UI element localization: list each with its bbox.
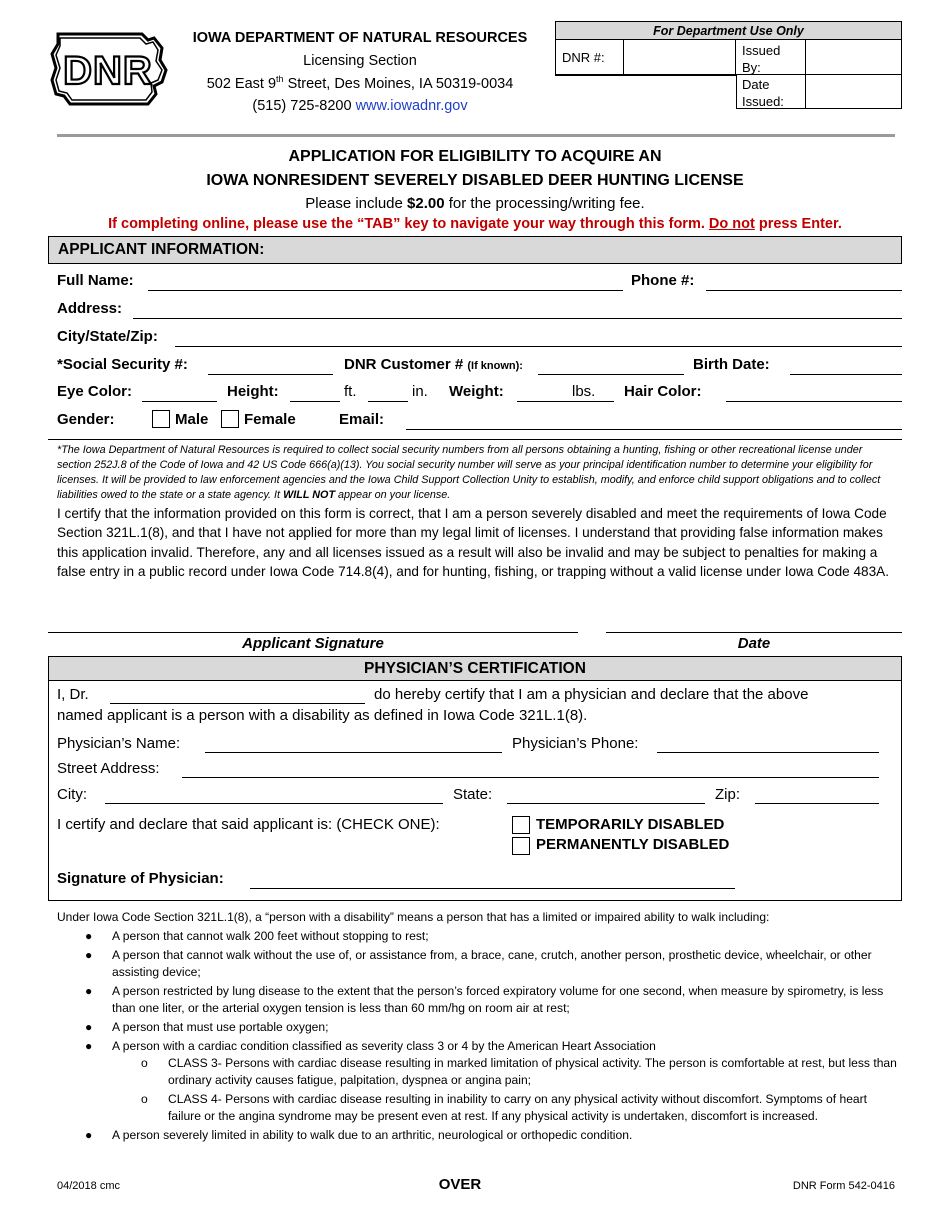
applicant-section-divider: [48, 439, 902, 440]
city-label: City:: [57, 786, 87, 803]
address-input[interactable]: [133, 318, 902, 319]
full-name-label: Full Name:: [57, 272, 134, 289]
zip-input[interactable]: [755, 803, 879, 804]
issued-by-field[interactable]: [806, 40, 901, 75]
phone-input[interactable]: [706, 290, 902, 291]
logo-text: DNR: [63, 49, 153, 93]
check-one-label: I certify and declare that said applicant is: (CHECK ONE):: [57, 816, 440, 833]
hair-color-label: Hair Color:: [624, 383, 702, 400]
birth-date-input[interactable]: [790, 374, 902, 375]
physician-name-label: Physician’s Name:: [57, 735, 181, 752]
email-label: Email:: [339, 411, 385, 428]
list-item: ● A person severely limited in ability to walk due to an arthritic, neurological or orthopedic condition.: [85, 1128, 633, 1142]
list-item: ● A person that cannot walk 200 feet without stopping to rest;: [85, 929, 429, 943]
lbs-underline: [566, 401, 614, 402]
sub-list-item: o CLASS 3- Persons with cardiac disease resulting in marked limitation of physical activity. The person is comfortable at rest, but less than ordinary activity causes fatigue, palpitation, dyspnea or angina pain;: [141, 1056, 897, 1087]
zip-label: Zip:: [715, 786, 741, 803]
ssn-label: *Social Security #:: [57, 356, 188, 373]
email-input[interactable]: [406, 429, 902, 430]
female-checkbox[interactable]: [221, 410, 239, 428]
eye-color-label: Eye Color:: [57, 383, 133, 400]
definition-list: [57, 928, 897, 1144]
date-input[interactable]: [606, 632, 902, 633]
applicant-signature-label: Applicant Signature: [242, 635, 384, 652]
height-feet-input[interactable]: [290, 401, 340, 402]
city-state-zip-input[interactable]: [175, 346, 902, 347]
agency-phone: (515) 725-8200 www.iowadnr.gov: [252, 98, 468, 114]
issued-by-label: Issued By:: [742, 43, 781, 75]
temporarily-disabled-label: TEMPORARILY DISABLED: [536, 816, 725, 833]
inches-unit: in.: [412, 383, 428, 400]
footer-over: OVER: [438, 1176, 482, 1193]
form-title-line2: IOWA NONRESIDENT SEVERELY DISABLED DEER HUNTING LICENSE: [206, 172, 744, 189]
ssn-input[interactable]: [208, 374, 333, 375]
city-input[interactable]: [105, 803, 443, 804]
dr-name-input[interactable]: [110, 703, 365, 704]
list-item: ● A person with a cardiac condition classified as severity class 3 or 4 by the American Heart Association: [85, 1039, 656, 1053]
weight-label: Weight:: [449, 383, 504, 400]
sub-list-item: o CLASS 4- Persons with cardiac disease resulting in inability to carry on any physical activity without discomfort. Symptoms of heart failure or the angina syndrome may be present even at rest. If any physical activity is undertaken, discomfort is increased.: [141, 1092, 868, 1123]
form-title-line1: APPLICATION FOR ELIGIBILITY TO ACQUIRE AN: [288, 148, 662, 165]
hair-color-input[interactable]: [726, 401, 902, 402]
certify-statement: do hereby certify that I am a physician and declare that the above: [374, 686, 809, 703]
street-address-label: Street Address:: [57, 760, 160, 777]
address-label: Address:: [57, 300, 123, 317]
lbs-unit: lbs.: [572, 383, 596, 400]
applicant-signature-input[interactable]: [48, 632, 578, 633]
footer-revision: 04/2018 cmc: [57, 1180, 120, 1192]
state-input[interactable]: [507, 803, 705, 804]
list-item: ● A person that must use portable oxygen;: [85, 1020, 329, 1034]
weight-input[interactable]: [517, 401, 567, 402]
gender-label: Gender:: [57, 411, 115, 428]
male-checkbox[interactable]: [152, 410, 170, 428]
physician-signature-input[interactable]: [250, 888, 735, 889]
department-use-box: [555, 21, 902, 109]
city-state-zip-label: City/State/Zip:: [57, 328, 158, 345]
feet-unit: ft.: [344, 383, 357, 400]
physician-signature-label: Signature of Physician:: [57, 870, 224, 887]
agency-address: 502 East 9th Street, Des Moines, IA 50319-0034: [206, 74, 514, 92]
phone-label: Phone #:: [631, 272, 695, 289]
state-label: State:: [453, 786, 493, 803]
dr-label: I, Dr.: [57, 686, 89, 703]
footer-form-number: DNR Form 542-0416: [792, 1180, 895, 1192]
height-label: Height:: [227, 383, 279, 400]
applicant-heading: APPLICANT INFORMATION:: [48, 236, 902, 264]
date-label: Date: [737, 635, 771, 652]
agency-name: IOWA DEPARTMENT OF NATURAL RESOURCES: [192, 30, 528, 46]
date-issued-label: Date Issued:: [742, 77, 784, 109]
dnr-logo: [50, 30, 170, 110]
temporarily-disabled-checkbox[interactable]: [512, 816, 530, 834]
dnr-customer-label: DNR Customer # (If known):: [344, 356, 523, 373]
physician-phone-input[interactable]: [657, 752, 879, 753]
fee-note: Please include $2.00 for the processing/writing fee.: [305, 195, 645, 212]
dnr-number-field[interactable]: [624, 40, 736, 75]
eye-color-input[interactable]: [142, 401, 217, 402]
certify-statement-line2: named applicant is a person with a disability as defined in Iowa Code 321L.1(8).: [57, 707, 588, 724]
website-link[interactable]: www.iowadnr.gov: [355, 98, 468, 114]
date-issued-field[interactable]: [806, 75, 901, 109]
permanently-disabled-checkbox[interactable]: [512, 837, 530, 855]
list-item: ● A person that cannot walk without the use of, or assistance from, a brace, cane, crutch, another person, prosthetic device, wheelchair, or other assisting device;: [85, 948, 872, 979]
section-name: Licensing Section: [303, 53, 417, 69]
full-name-input[interactable]: [148, 290, 623, 291]
department-use-title: For Department Use Only: [556, 22, 901, 40]
definition-intro: Under Iowa Code Section 321L.1(8), a “person with a disability” means a person that has a limited or impaired ability to walk including:: [57, 910, 770, 924]
physician-heading: PHYSICIAN’S CERTIFICATION: [49, 657, 901, 681]
tab-key-notice: If completing online, please use the “TAB” key to navigate your way through this form. Do not press Enter.: [108, 216, 842, 232]
height-inches-input[interactable]: [368, 401, 408, 402]
female-label: Female: [244, 411, 296, 428]
list-item: ● A person restricted by lung disease to the extent that the person’s forced expiratory volume for one second, when measure by spirometry, is less than one liter, or the arterial oxygen tension is less than 60 mm/hg on room air at rest;: [85, 984, 884, 1015]
ssn-notice: *The Iowa Department of Natural Resources is required to collect social security numbers from all persons obtaining a hunting, fishing or other recreational license under section 252J.8 of the Code of Iowa and 42 US Code 666(a)(13). You social security number will serve as your principal identification number to determine your eligibility for licenses. It will be provided to law enforcement agencies and the Iowa Child Support Collection Unity to establish, modify, and enforce child support obligations and to collect liabilities owed to the state or a state agency. It WILL NOT appear on your license.: [57, 444, 881, 501]
physician-name-input[interactable]: [205, 752, 502, 753]
permanently-disabled-label: PERMANENTLY DISABLED: [536, 836, 730, 853]
dnr-customer-input[interactable]: [538, 374, 684, 375]
street-address-input[interactable]: [182, 777, 879, 778]
physician-phone-label: Physician’s Phone:: [512, 735, 639, 752]
header-divider: [57, 134, 895, 137]
dnr-number-label: DNR #:: [562, 50, 605, 65]
male-label: Male: [175, 411, 209, 428]
birth-date-label: Birth Date:: [693, 356, 770, 373]
applicant-certification-text: I certify that the information provided on this form is correct, that I am a person severely disabled and meet the requirements of Iowa Code Section 321L.1(8), and that I have not applied for more than my legal limit of licenses. I understand that providing false information makes this application invalid. Therefore, any and all licenses issued as a result will also be invalid and may be subject to penalties for making a false entry in a public record under Iowa Code 714.8(4), and for hunting, fishing, or trapping without a valid license under Iowa Code 483A.: [57, 506, 889, 580]
